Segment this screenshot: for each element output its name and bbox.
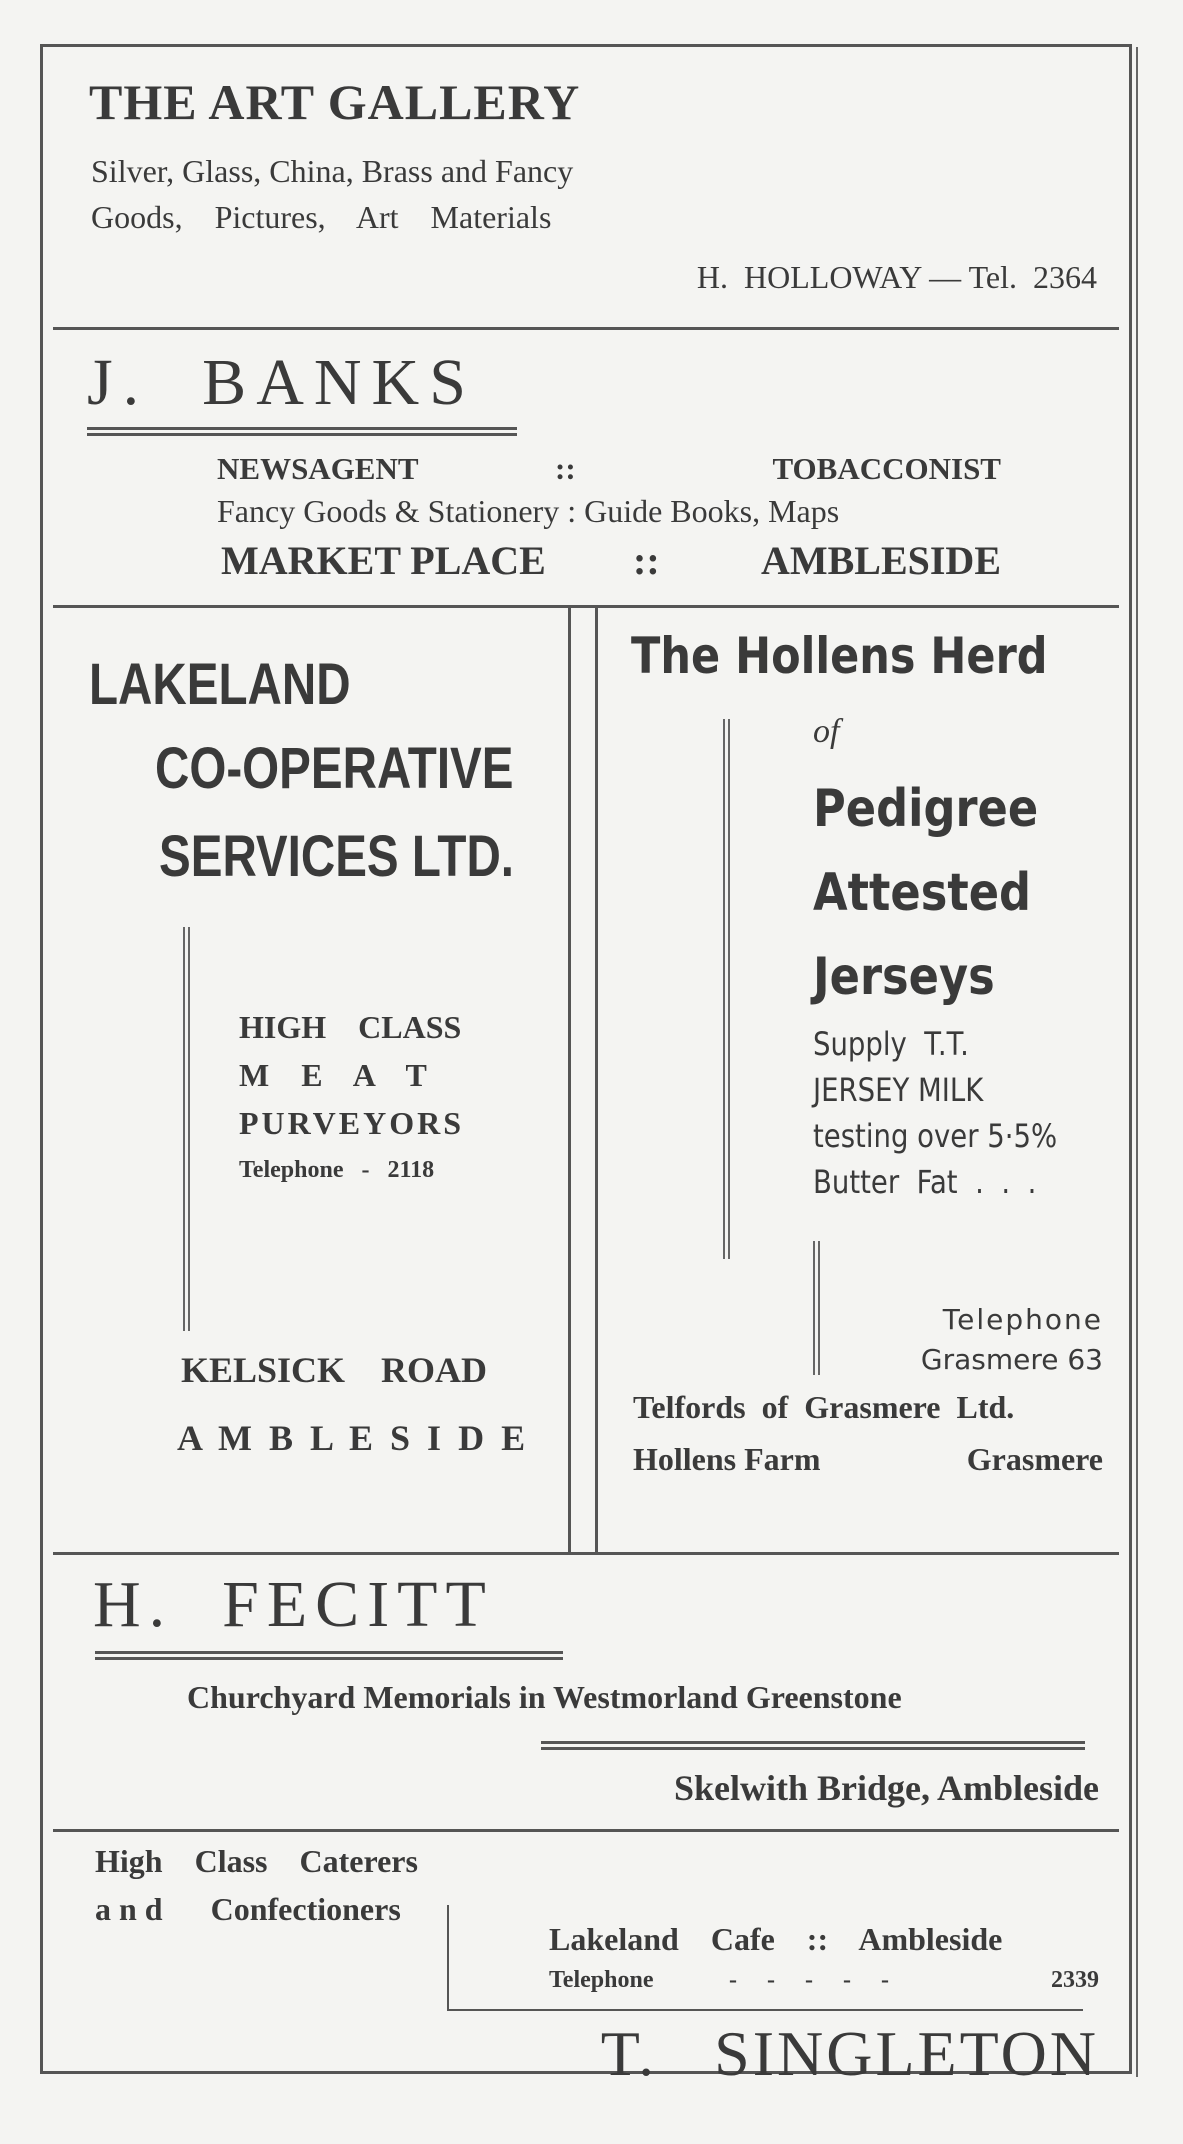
hollens-line1: Pedigree <box>813 779 1039 839</box>
hollens-supply2: JERSEY MILK <box>813 1071 984 1109</box>
banks-market: MARKET PLACE <box>221 538 546 583</box>
banks-newsagent: NEWSAGENT <box>217 451 419 486</box>
coop-meat2: M E A T <box>239 1057 427 1093</box>
hollens-village: Grasmere <box>966 1441 1103 1477</box>
art-gallery-title: THE ART GALLERY <box>89 74 581 130</box>
column-divider <box>595 608 598 1552</box>
art-gallery-contact: H. HOLLOWAY — Tel. 2364 <box>696 259 1097 295</box>
coop-rule <box>183 927 190 1331</box>
divider <box>53 1829 1119 1832</box>
advertisement-page <box>40 44 1132 2089</box>
hollens-rule <box>723 719 730 1259</box>
hollens-supply3: testing over 5·5% <box>813 1117 1058 1155</box>
banks-name: J. BANKS <box>87 346 476 419</box>
hollens-line3: Jerseys <box>813 947 995 1007</box>
art-gallery-line2: Goods, Pictures, Art Materials <box>91 199 552 235</box>
coop-line1: LAKELAND <box>89 652 351 717</box>
singleton-phone-dashes: - - - - - <box>729 1967 889 1993</box>
banks-market-separator: :: <box>633 538 660 583</box>
banks-town: AMBLESIDE <box>760 538 1001 583</box>
coop-line3: SERVICES LTD. <box>159 824 515 889</box>
fecitt-address-rule <box>541 1741 1085 1750</box>
fecitt-address: Skelwith Bridge, Ambleside <box>673 1768 1099 1808</box>
hollens-farm: Hollens Farm <box>633 1441 821 1477</box>
coop-phone: Telephone - 2118 <box>239 1157 435 1183</box>
singleton-cafe: Lakeland Cafe :: Ambleside <box>549 1921 1003 1957</box>
fecitt-memorials: Churchyard Memorials in Westmorland Greenstone <box>187 1679 902 1715</box>
banks-tobacconist: TOBACCONIST <box>772 451 1001 486</box>
hollens-title: The Hollens Herd <box>631 627 1048 685</box>
hollens-tel2: Grasmere 63 <box>920 1343 1103 1376</box>
singleton-name: T. SINGLETON <box>600 2018 1099 2089</box>
divider <box>53 327 1119 330</box>
coop-line2: CO-OPERATIVE <box>155 736 514 801</box>
divider <box>53 605 1119 608</box>
banks-underline <box>87 427 517 436</box>
banks-goods: Fancy Goods & Stationery : Guide Books, Maps <box>217 493 840 529</box>
art-gallery-line1: Silver, Glass, China, Brass and Fancy <box>91 153 574 189</box>
fecitt-underline <box>95 1651 563 1660</box>
singleton-corner-rule <box>447 1905 449 2009</box>
singleton-line2: a n d Confectioners <box>95 1891 401 1927</box>
singleton-phone-number: 2339 <box>1051 1967 1099 1993</box>
singleton-phone-label: Telephone <box>549 1967 654 1993</box>
fecitt-name: H. FECITT <box>93 1568 494 1641</box>
coop-town: A M B L E S I D E <box>177 1418 530 1458</box>
hollens-tel1: Telephone <box>942 1303 1103 1336</box>
banks-separator: :: <box>555 451 576 486</box>
coop-road: KELSICK ROAD <box>181 1350 488 1390</box>
hollens-company: Telfords of Grasmere Ltd. <box>633 1389 1015 1425</box>
coop-meat1: HIGH CLASS <box>239 1009 462 1045</box>
singleton-line1: High Class Caterers <box>95 1843 418 1879</box>
divider <box>53 1552 1119 1555</box>
hollens-of: of <box>813 713 840 750</box>
singleton-corner-rule <box>447 2009 1083 2011</box>
hollens-line2: Attested <box>813 863 1032 923</box>
hollens-rule-small <box>813 1241 820 1375</box>
hollens-supply1: Supply T.T. <box>813 1025 969 1063</box>
coop-meat3: PURVEYORS <box>239 1105 464 1141</box>
hollens-supply4: Butter Fat . . . <box>813 1163 1037 1201</box>
column-divider <box>568 608 571 1552</box>
